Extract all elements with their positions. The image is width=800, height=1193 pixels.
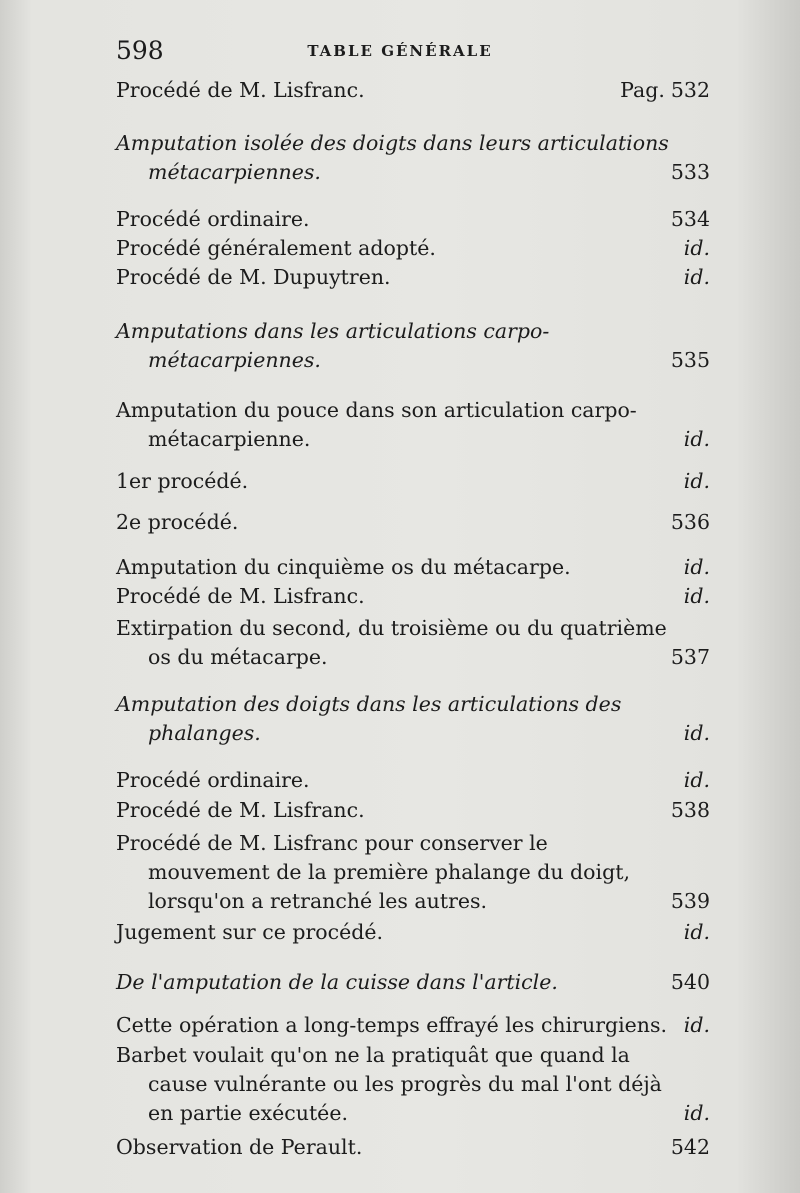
entry-text: Extirpation du second, du troisième ou du quatrième os du métacarpe.: [116, 616, 667, 669]
entry-page: 542: [670, 1135, 710, 1159]
entry-text: Procédé de M. Dupuytren.: [116, 265, 391, 289]
entry-page: id.: [683, 768, 710, 792]
toc-entry: [116, 467, 710, 496]
toc-entry: [116, 508, 710, 537]
toc-entry: [116, 1011, 710, 1040]
entry-text: Amputation des doigts dans les articulations des phalanges.: [116, 692, 622, 745]
toc-entry-page-row: [116, 346, 710, 375]
entry-page: 540: [670, 970, 710, 994]
entry-text: 1er procédé.: [116, 469, 249, 493]
entry-text: Procédé de M. Lisfranc pour conserver le mouvement de la première phalange du doigt, lorsqu'on a retranché les autres.: [116, 831, 630, 913]
toc-entry: [116, 968, 710, 997]
entry-text: Jugement sur ce procédé.: [116, 920, 384, 944]
entry-text: 2e procédé.: [116, 510, 239, 534]
toc-entry-page-row: [116, 425, 710, 454]
entry-text: Procédé de M. Lisfranc.: [116, 584, 365, 608]
entry-page: id.: [683, 584, 710, 608]
entry-page: id.: [683, 721, 710, 745]
toc-entry: [116, 766, 710, 795]
entry-text: De l'amputation de la cuisse dans l'article.: [116, 970, 558, 994]
entry-text: Procédé de M. Lisfranc.: [116, 78, 365, 102]
entry-text: Procédé généralement adopté.: [116, 236, 436, 260]
toc-entry-page-row: [116, 719, 710, 748]
entry-page: id.: [683, 265, 710, 289]
toc-entry-page-row: [116, 887, 710, 916]
toc-entry: [116, 553, 710, 582]
entry-page: id.: [683, 1013, 710, 1037]
page-number: 598: [116, 36, 164, 65]
entry-page: 537: [670, 645, 710, 669]
toc-entry: [116, 234, 710, 263]
entry-page: 535: [670, 348, 710, 372]
entry-text: Amputations dans les articulations carpo-métacarpiennes.: [116, 319, 550, 372]
toc-entry-page-row: [116, 158, 710, 187]
toc-entry: [116, 205, 710, 234]
toc-entry: [116, 918, 710, 947]
page-header: [0, 36, 800, 76]
entry-text: Cette opération a long-temps effrayé les chirurgiens.: [116, 1013, 668, 1037]
entry-page: id.: [683, 555, 710, 579]
entry-text: Procédé ordinaire.: [116, 768, 310, 792]
entry-page: 534: [670, 207, 710, 231]
entry-page: 539: [670, 889, 710, 913]
entry-text: Procédé ordinaire.: [116, 207, 310, 231]
entry-text: Procédé de M. Lisfranc.: [116, 798, 365, 822]
entry-page: id.: [683, 469, 710, 493]
entry-text: Amputation du cinquième os du métacarpe.: [116, 555, 571, 579]
entry-text: Observation de Perault.: [116, 1135, 363, 1159]
entry-page: [620, 76, 710, 105]
entry-page: id.: [683, 1101, 710, 1125]
entry-page: id.: [683, 236, 710, 260]
running-title: TABLE GÉNÉRALE: [307, 42, 493, 60]
entry-text: Barbet voulait qu'on ne la pratiquât que quand la cause vulnérante ou les progrès du mal l'ont déjà en partie exécutée.: [116, 1043, 662, 1125]
entry-text: Amputation du pouce dans son articulation carpo-métacarpienne.: [116, 398, 637, 451]
entry-text: Amputation isolée des doigts dans leurs articulations métacarpiennes.: [116, 131, 669, 184]
entry-page: 538: [670, 798, 710, 822]
page-prefix: Pag.: [620, 78, 665, 102]
page-number-value: 532: [670, 78, 710, 102]
toc-entry: [116, 263, 710, 292]
toc-entry: [116, 1133, 710, 1162]
toc-entry: [116, 796, 710, 825]
toc-entry: [116, 76, 710, 105]
toc-entry: [116, 582, 710, 611]
entry-page: 536: [670, 510, 710, 534]
entry-page: id.: [683, 427, 710, 451]
entry-page: id.: [683, 920, 710, 944]
entry-page: 533: [670, 160, 710, 184]
toc-entry-page-row: [116, 643, 710, 672]
toc-entry-page-row: [116, 1099, 710, 1128]
